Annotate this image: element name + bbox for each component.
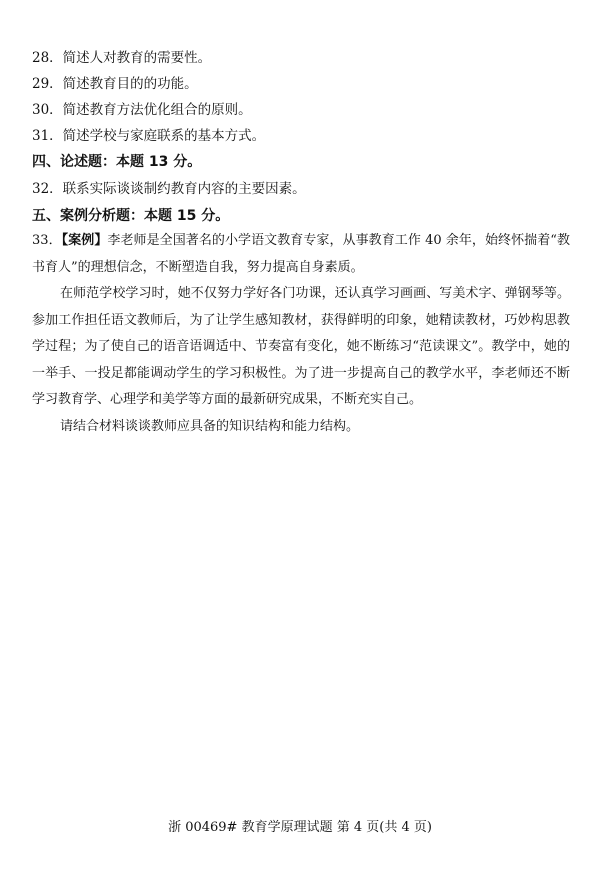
question-33-block (32, 228, 570, 440)
question-33-intro (32, 228, 570, 281)
question-31: 31．简述学校与家庭联系的基本方式。 (32, 128, 266, 144)
case-prompt: 请结合材料谈谈教师应具备的知识结构和能力结构。 (60, 418, 360, 434)
question-33-number: 33． (32, 233, 62, 248)
page-footer: 浙 00469# 教育学原理试题 第 4 页(共 4 页) (168, 820, 432, 835)
question-30: 30．简述教育方法优化组合的原则。 (32, 102, 252, 118)
case-paragraph-2: 在师范学校学习时，她不仅努力学好各门功课，还认真学习画画、写美术字、弹钢琴等。参加工作担任语文教师后，为了让学生感知教材，获得鲜明的印象，她精读教材，巧妙构思教学过程；为了使自己的语音语调适中、节奏富有变化，她不断练习“范读课文”。教学中，她的一举手、一投足都能调动学生的学习积极性。为了进一步提高自己的教学水平，李老师还不断学习教育学、心理学和美学等方面的最新研究成果，不断充实自己。 (32, 286, 570, 407)
section-essay-heading: 四、论述题：本题 13 分。 (32, 154, 202, 170)
case-line-1: 李老师是全国著名的小学语文教育专家，从事教育工作 40 余年，始终怀揣着“教书育人”的理想信念，不断塑造自我，努力提高自身素质。 (32, 233, 570, 275)
section-case-heading: 五、案例分析题：本题 15 分。 (32, 208, 230, 224)
question-29: 29．简述教育目的的功能。 (32, 76, 198, 92)
question-32: 32．联系实际谈谈制约教育内容的主要因素。 (32, 181, 306, 197)
question-28: 28．简述人对教育的需要性。 (32, 50, 212, 66)
case-tag: 【案例】 (61, 233, 108, 248)
